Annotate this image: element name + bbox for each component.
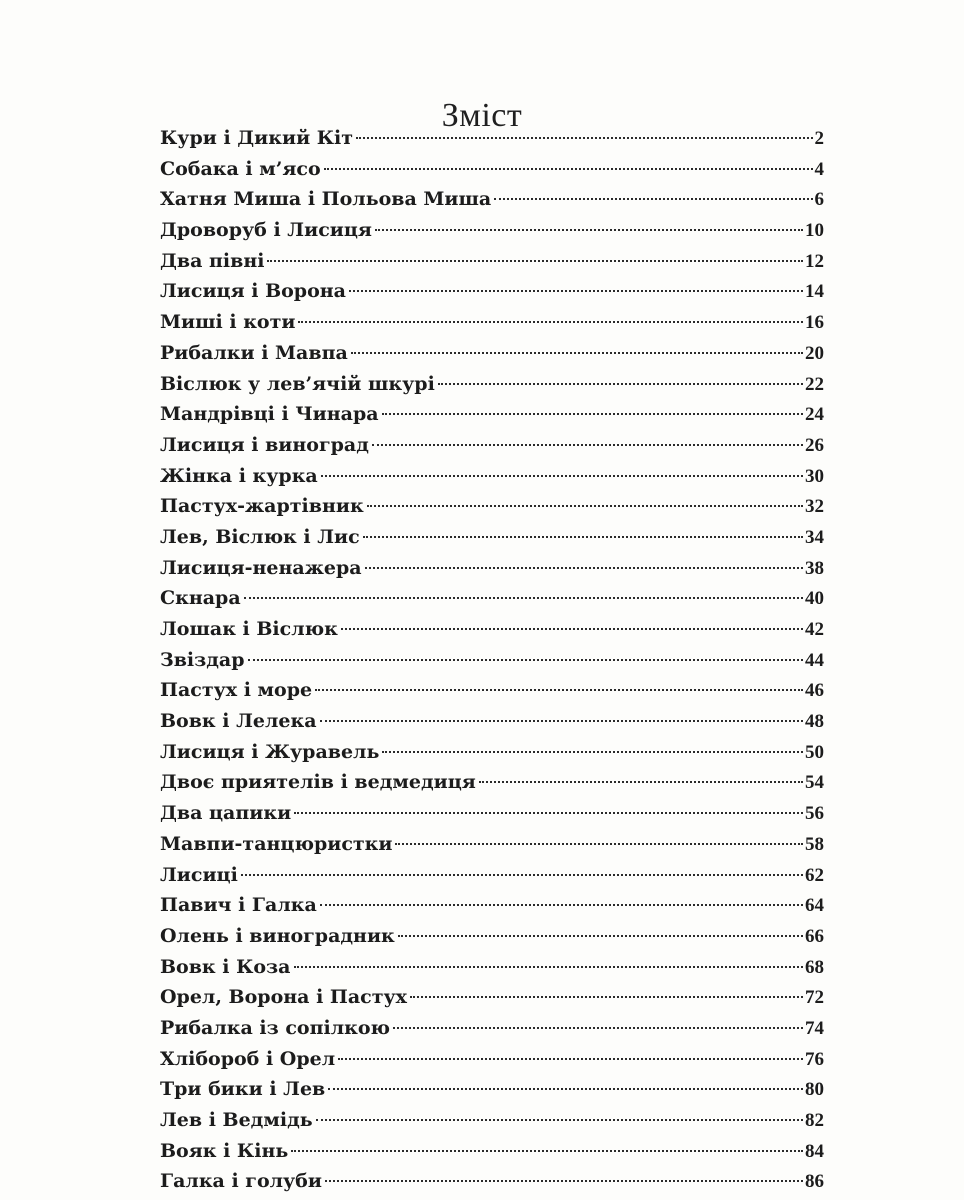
toc-entry-title: Мавпи-танцюристки — [160, 832, 393, 855]
toc-entry-page-number: 50 — [805, 741, 824, 763]
toc-entry-page-number: 32 — [805, 496, 824, 518]
toc-entry-page-number: 54 — [805, 772, 824, 794]
toc-entry-page-number: 34 — [805, 526, 824, 548]
toc-entry — [160, 184, 824, 215]
toc-entry-page-number: 72 — [805, 987, 824, 1009]
dot-leader — [398, 935, 803, 937]
toc-entry — [160, 491, 824, 522]
dot-leader — [291, 1150, 803, 1152]
dot-leader — [316, 1119, 803, 1121]
toc-entry-title: Дроворуб і Лисиця — [160, 219, 372, 242]
toc-entry-page-number: 86 — [805, 1171, 824, 1193]
dot-leader — [338, 1058, 803, 1060]
dot-leader — [356, 137, 812, 139]
toc-entry — [160, 553, 824, 584]
toc-entry-page-number: 40 — [805, 588, 824, 610]
toc-entry-page-number: 20 — [805, 342, 824, 364]
toc-entry — [160, 1074, 824, 1105]
toc-entry — [160, 338, 824, 369]
toc-entry — [160, 1166, 824, 1197]
toc-entry-page-number: 16 — [805, 312, 824, 334]
toc-entry-page-number: 44 — [805, 649, 824, 671]
toc-entry-title: Павич і Галка — [160, 894, 317, 917]
toc-entry — [160, 215, 824, 246]
toc-entry-title: Скнара — [160, 587, 241, 610]
toc-entry-page-number: 48 — [805, 711, 824, 733]
dot-leader — [494, 198, 812, 200]
toc-entry-title: Лисиця і Ворона — [160, 280, 346, 303]
toc-entry-title: Рибалки і Мавпа — [160, 341, 348, 364]
toc-entry — [160, 461, 824, 492]
toc-entry-page-number: 76 — [805, 1048, 824, 1070]
toc-entry-title: Хатня Миша і Польова Миша — [160, 188, 492, 211]
dot-leader — [479, 781, 803, 783]
toc-entry-page-number: 68 — [805, 956, 824, 978]
toc-entry-page-number: 6 — [814, 189, 824, 211]
dot-leader — [393, 1027, 803, 1029]
toc-entry-title: Лошак і Віслюк — [160, 618, 338, 640]
toc-entry — [160, 675, 824, 706]
toc-entry — [160, 154, 824, 185]
dot-leader — [349, 290, 803, 292]
toc-entry-page-number: 82 — [805, 1110, 824, 1131]
dot-leader — [328, 1088, 803, 1090]
dot-leader — [315, 689, 803, 691]
dot-leader — [321, 475, 803, 477]
toc-entry — [160, 737, 824, 768]
toc-entry-page-number: 22 — [805, 373, 824, 395]
dot-leader — [294, 812, 803, 814]
toc-entry-title: Олень і виноградник — [160, 924, 395, 947]
toc-entry-page-number: 4 — [814, 158, 824, 180]
dot-leader — [325, 1180, 803, 1182]
toc-entry — [160, 1105, 824, 1136]
dot-leader — [363, 536, 803, 538]
toc-entry — [160, 982, 824, 1013]
toc-entry — [160, 430, 824, 461]
toc-entry-title: Лев, Віслюк і Лис — [160, 525, 360, 548]
toc-entry-page-number: 2 — [814, 128, 824, 149]
toc-entry-page-number: 14 — [805, 281, 824, 303]
toc-entry-page-number: 30 — [805, 465, 824, 487]
toc-entry-page-number: 42 — [805, 619, 824, 640]
toc-entry — [160, 706, 824, 737]
toc-entry-title: Орел, Ворона і Пастух — [160, 986, 407, 1009]
toc-entry-title: Три бики і Лев — [160, 1078, 326, 1101]
dot-leader — [341, 628, 803, 630]
toc-entry-page-number: 66 — [805, 925, 824, 947]
dot-leader — [320, 904, 803, 906]
table-of-contents — [160, 123, 824, 1197]
toc-entry — [160, 952, 824, 983]
toc-entry-page-number: 84 — [805, 1140, 824, 1162]
dot-leader — [382, 751, 803, 753]
toc-entry-title: Лисиці — [160, 863, 238, 886]
dot-leader — [375, 229, 803, 231]
dot-leader — [438, 383, 803, 385]
toc-entry-title: Вовк і Коза — [160, 955, 291, 978]
toc-entry-title: Лисиця і Журавель — [160, 740, 380, 763]
toc-entry-page-number: 24 — [805, 404, 824, 426]
dot-leader — [248, 659, 803, 661]
toc-entry — [160, 399, 824, 430]
toc-entry-title: Двоє приятелів і ведмедиця — [160, 771, 476, 794]
dot-leader — [267, 260, 803, 262]
toc-entry-title: Галка і голуби — [160, 1170, 322, 1193]
toc-entry-title: Лисиця-ненажера — [160, 556, 362, 579]
dot-leader — [382, 413, 803, 415]
toc-entry — [160, 921, 824, 952]
toc-entry — [160, 1136, 824, 1167]
toc-entry-page-number: 10 — [805, 220, 824, 242]
toc-entry-title: Два півні — [160, 249, 265, 272]
toc-entry — [160, 307, 824, 338]
dot-leader — [372, 444, 803, 446]
toc-entry-title: Пастух і море — [160, 679, 313, 702]
dot-leader — [410, 996, 803, 998]
toc-entry-page-number: 62 — [805, 864, 824, 886]
dot-leader — [351, 352, 803, 354]
dot-leader — [324, 168, 813, 170]
toc-entry-title: Пастух-жартівник — [160, 495, 364, 518]
toc-entry — [160, 246, 824, 277]
toc-entry — [160, 767, 824, 798]
toc-entry-title: Собака і м’ясо — [160, 157, 321, 180]
toc-entry-title: Вовк і Лелека — [160, 710, 317, 733]
toc-entry — [160, 798, 824, 829]
toc-entry-page-number: 64 — [805, 895, 824, 917]
toc-entry-title: Миші і коти — [160, 311, 296, 334]
dot-leader — [244, 597, 803, 599]
toc-entry-title: Жінка і курка — [160, 464, 318, 487]
toc-entry — [160, 890, 824, 921]
toc-entry-title: Лисиця і виноград — [160, 433, 369, 456]
toc-entry — [160, 614, 824, 645]
toc-entry-page-number: 58 — [805, 833, 824, 855]
dot-leader — [367, 505, 803, 507]
toc-entry-page-number: 46 — [805, 680, 824, 702]
toc-entry — [160, 1013, 824, 1044]
toc-entry-page-number: 56 — [805, 803, 824, 825]
toc-entry-title: Рибалка із сопілкою — [160, 1016, 391, 1039]
toc-entry — [160, 645, 824, 676]
dot-leader — [294, 966, 804, 968]
toc-entry-page-number: 26 — [805, 434, 824, 456]
toc-entry-title: Кури і Дикий Кіт — [160, 127, 354, 149]
toc-entry-title: Лев і Ведмідь — [160, 1109, 313, 1131]
toc-entry-title: Два цапики — [160, 802, 292, 825]
toc-entry — [160, 1044, 824, 1075]
toc-entry-title: Вояк і Кінь — [160, 1139, 289, 1162]
dot-leader — [365, 567, 803, 569]
toc-entry-page-number: 12 — [805, 250, 824, 272]
toc-entry-page-number: 38 — [805, 557, 824, 579]
toc-entry — [160, 829, 824, 860]
dot-leader — [395, 843, 803, 845]
toc-entry-title: Звіздар — [160, 648, 245, 671]
toc-entry-title: Мандрівці і Чинара — [160, 403, 379, 426]
dot-leader — [298, 321, 803, 323]
page-title: Зміст — [441, 96, 523, 134]
toc-entry-page-number: 80 — [805, 1079, 824, 1101]
toc-entry — [160, 276, 824, 307]
toc-entry-title: Віслюк у лев’ячій шкурі — [160, 372, 435, 395]
toc-entry-title: Хлібороб і Орел — [160, 1047, 336, 1070]
toc-entry — [160, 583, 824, 614]
toc-entry — [160, 123, 824, 154]
dot-leader — [241, 874, 803, 876]
toc-entry — [160, 860, 824, 891]
toc-entry-page-number: 74 — [805, 1017, 824, 1039]
dot-leader — [320, 720, 803, 722]
toc-entry — [160, 522, 824, 553]
toc-entry — [160, 369, 824, 400]
